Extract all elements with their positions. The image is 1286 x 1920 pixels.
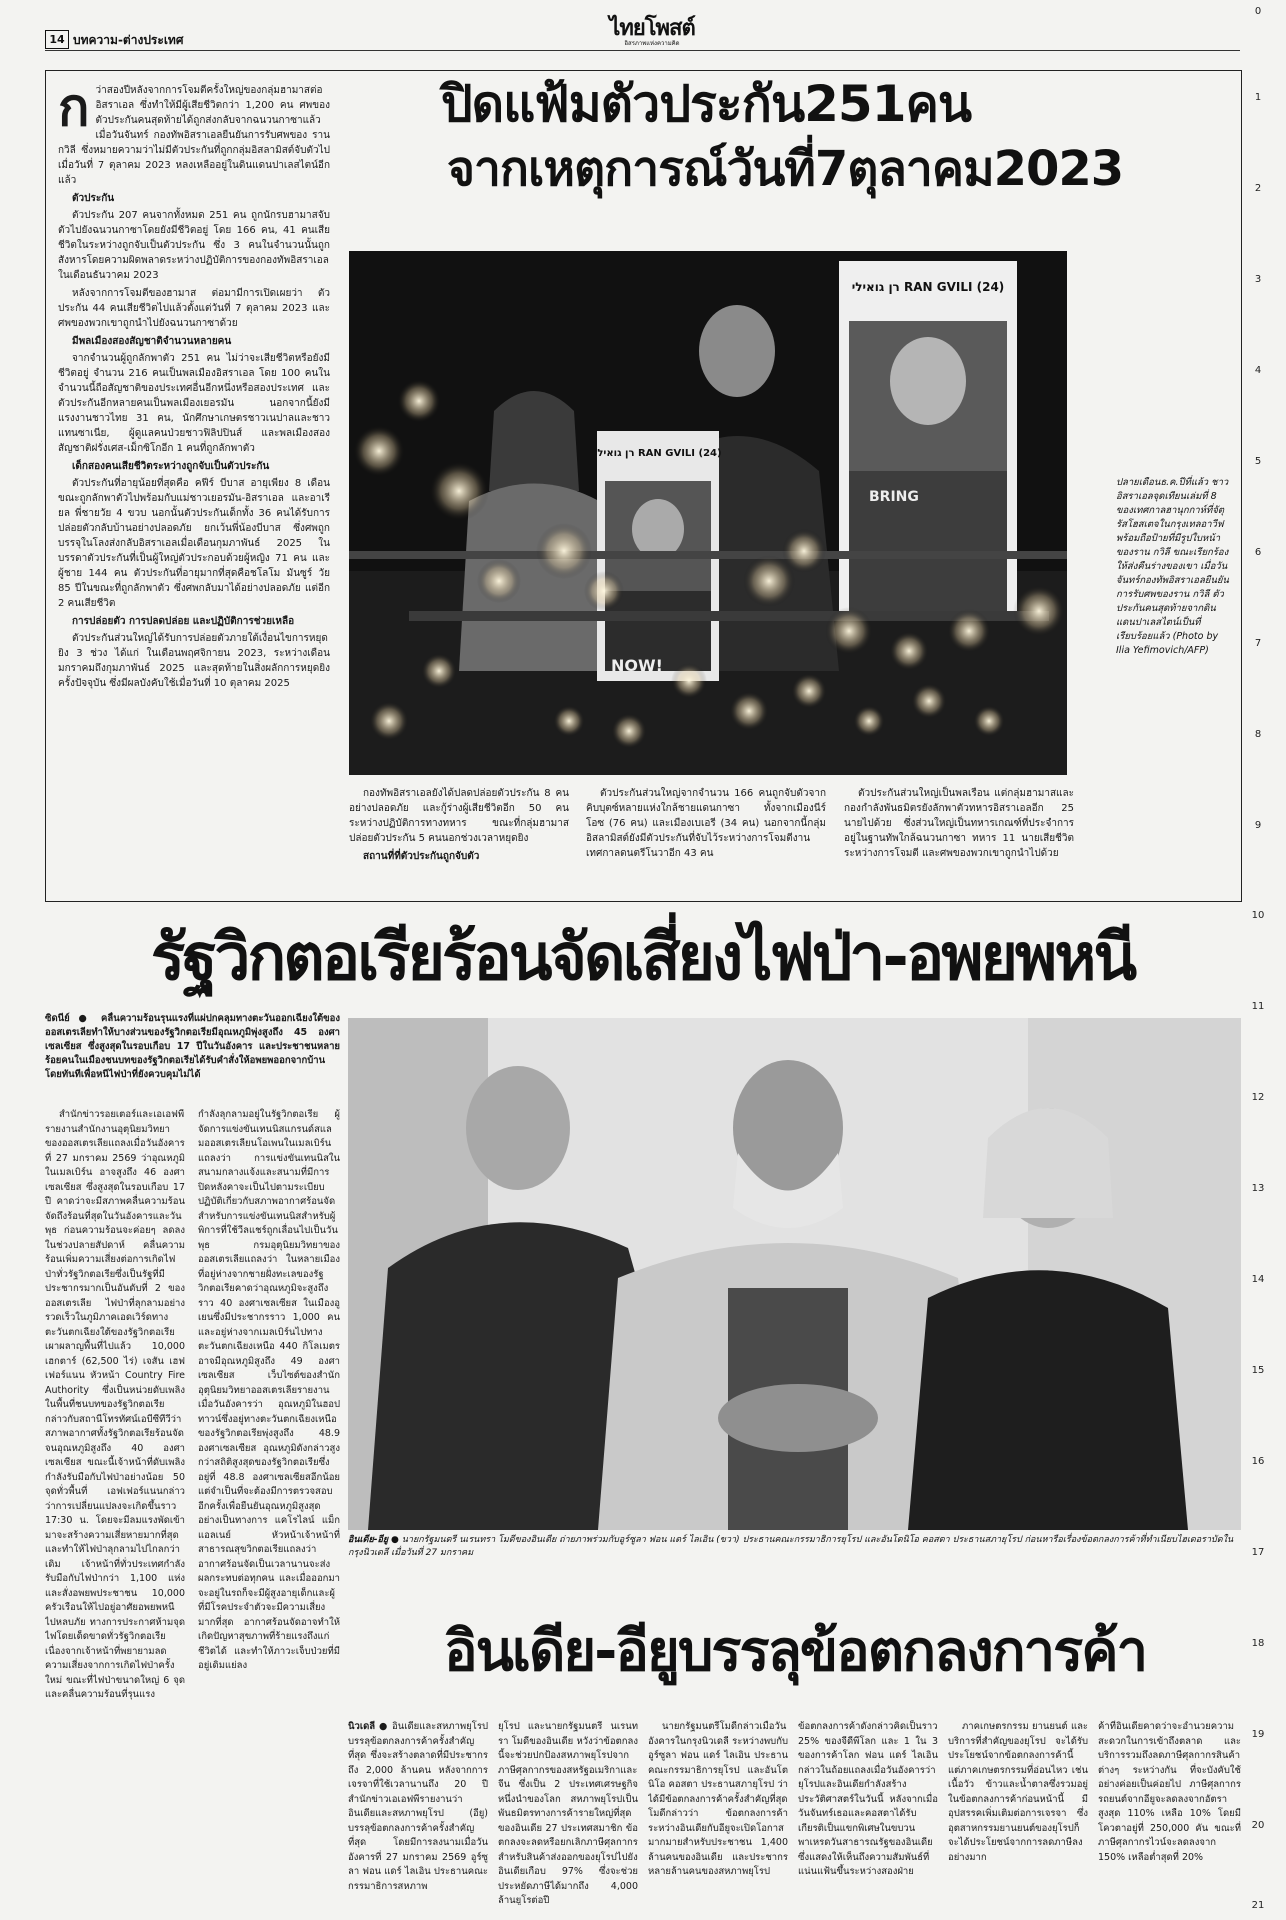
page-number: 14	[45, 30, 69, 49]
page-header	[45, 16, 1240, 52]
subhead: สถานที่ที่ตัวประกันถูกจับตัว	[363, 851, 480, 862]
section-title: บทความ-ต่างประเทศ	[73, 33, 184, 47]
paragraph: จากจำนวนผู้ถูกลักพาตัว 251 คน ไม่ว่าจะเสียชีวิตหรือยังมีชีวิตอยู่ จำนวน 216 คนเป็นพลเมืองอิสราเอล โดย 100 คนในจำนวนนี้ถือสัญชาติของประเทศอื่นอีกหนึ่งหรือสองประเทศ และตัวประกันอีกหลายคนเป็นพลเมืองเยอรมัน นอกจากนี้ยังมีแรงงานชาวไทย 31 คน, นักศึกษาเกษตรชาวเนปาลและชาวแทนซาเนีย, ผู้ดูแลคนป่วยชาวฟิลิปปินส์ และพลเมืองสองสัญชาติฝรั่งเศส-เม็กซิโกอีก 1 คนที่ถูกลักพาตัว	[58, 353, 330, 454]
india-eu-leaders-photo	[348, 1018, 1241, 1530]
story3-col2	[498, 1720, 638, 1905]
paragraph: ตัวประกัน 207 คนจากทั้งหมด 251 คน ถูกนักรบฮามาสจับตัวไปยังฉนวนกาซาโดยยังมีชีวิตอยู่ โดย 166 คน, 41 คนเสียชีวิตในระหว่างถูกจับเป็นตัวประกัน ซึ่ง 3 คนในจำนวนนั้นถูกสังหารโดยความผิดพลาดระหว่างปฏิบัติการของกองทัพอิสราเอลในเดือนธันวาคม 2023	[58, 210, 330, 281]
dropcap: ก	[58, 83, 90, 138]
ruler-number: 4	[1254, 365, 1262, 376]
sign-text: רן גואילי RAN GVILI (24)	[851, 280, 1005, 294]
paragraph: ยุโรป และนายกรัฐมนตรี นเรนทรา โมดีของอินเดีย หวังว่าข้อตกลงนี้จะช่วยปกป้องสหภาพยุโรปจากภาษีศุลกากรของสหรัฐอเมริกาและจีน ซึ่งเป็น 2 ประเทศเศรษฐกิจหนึ่งนำของโลก สหภาพยุโรปเป็นพันธมิตรทางการค้ารายใหญ่ที่สุดของอินเดีย 27 ประเทศสมาชิก ข้อตกลงจะลดหรือยกเลิกภาษีศุลกากรสำหรับสินค้าส่งออกของยุโรปไปยังอินเดียเกือบ 97% ซึ่งจะช่วยประหยัดภาษีได้มากถึง 4,000 ล้านยูโรต่อปี	[498, 1721, 638, 1905]
story1-headline-line1: ปิดแฟ้มตัวประกัน251คน	[440, 75, 972, 133]
masthead-subtitle: อิสรภาพแห่งความคิด	[624, 40, 680, 47]
ruler-number: 2	[1254, 183, 1262, 194]
hostage-vigil-photo	[349, 251, 1067, 775]
india-eu-caption: อินเดีย-อียู ● นายกรัฐมนตรี นเรนทรา โมดีของอินเดีย ถ่ายภาพร่วมกับอูร์ซูลา ฟอน แดร์ ไลเอิน (ขวา) ประธานคณะกรรมาธิการยุโรป และอันโตนิโอ คอสตา ประธานสภายุโรป ก่อนหารือเรื่องข้อตกลงการค้าที่ทำเนียบไฮเดอราบัดในกรุงนิวเดลี เมื่อวันที่ 27 มกราคม	[348, 1535, 1234, 1558]
ruler-number: 13	[1251, 1183, 1265, 1194]
ruler-number: 6	[1254, 547, 1262, 558]
subhead: เด็กสองคนเสียชีวิตระหว่างถูกจับเป็นตัวประกัน	[72, 461, 270, 472]
subhead: มีพลเมืองสองสัญชาติจำนวนหลายคน	[72, 336, 232, 347]
dateline: นิวเดลี	[348, 1721, 376, 1732]
ruler-number: 10	[1251, 910, 1265, 921]
story3-col5	[948, 1720, 1088, 1905]
sign-text: רן גואילי RAN GVILI (24)	[594, 448, 722, 459]
ruler-number: 12	[1251, 1092, 1265, 1103]
caption-text: นายกรัฐมนตรี นเรนทรา โมดีของอินเดีย ถ่ายภาพร่วมกับอูร์ซูลา ฟอน แดร์ ไลเอิน (ขวา) ประธานคณะกรรมาธิการยุโรป และอันโตนิโอ คอสตา ประธานสภายุโรป ก่อนหารือเรื่องข้อตกลงการค้าที่ทำเนียบไฮเดอราบัดในกรุงนิวเดลี เมื่อวันที่ 27 มกราคม	[348, 1535, 1234, 1558]
paragraph: ข้อตกลงการค้าดังกล่าวคิดเป็นราว 25% ของจีดีพีโลก และ 1 ใน 3 ของการค้าโลก ฟอน แดร์ ไลเอิน กล่าวในถ้อยแถลงเมื่อวันอังคารว่า ยุโรปและอินเดียกำลังสร้างประวัติศาสตร์ในวันนี้ หลังจากเมื่อวันจันทร์เธอและคอสตาได้รับเกียรติเป็นแขกพิเศษในขบวนพาเหรดวันสาธารณรัฐของอินเดีย ซึ่งแสดงให้เห็นถึงความสัมพันธ์ที่แน่นแฟ้นขึ้นระหว่างสองฝ่าย	[798, 1721, 938, 1877]
ruler-number: 3	[1254, 274, 1262, 285]
paragraph: ตัวประกันที่อายุน้อยที่สุดคือ คฟีร์ บีบาส อายุเพียง 8 เดือน ขณะถูกลักพาตัวไปพร้อมกับแม่ชาวเยอรมัน-อิสราเอล และอาเรียล พี่ชายวัย 4 ขวบ นอกนั้นตัวประกันเด็กทั้ง 36 คนได้รับการปล่อยตัวกลับบ้านอย่างปลอดภัย ยกเว้นพี่น้องบีบาส ซึ่งศพถูกบรรจุในโลงส่งกลับอิสราเอลเมื่อเดือนกุมภาพันธ์ 2025 ในบรรดาตัวประกันที่เป็นผู้ใหญ่ตัวประกอบด้วยผู้หญิง 71 คน และผู้ชาย 144 คน ตัวประกันที่อายุมากที่สุดคือชโลโม มันซูร์ วัย 85 ปีในขณะที่ถูกลักพาตัว ซึ่งศพกลับมาได้อย่างปลอดภัย แต่อีก 2 คนเสียชีวิต	[58, 478, 330, 609]
subhead: การปล่อยตัว การปลดปล่อย และปฏิบัติการช่วยเหลือ	[72, 616, 295, 627]
paragraph: กองทัพอิสราเอลยังได้ปลดปล่อยตัวประกัน 8 คนอย่างปลอดภัย และกู้ร่างผู้เสียชีวิตอีก 50 คนระหว่างปฏิบัติการทางทหาร ขณะที่กลุ่มฮามาสปล่อยตัวประกัน 5 คนนอกช่วงเวลาหยุดยิง	[349, 788, 569, 844]
ruler-number: 1	[1254, 92, 1262, 103]
ruler-number: 19	[1251, 1729, 1265, 1740]
story-hostages	[45, 70, 1242, 902]
lead-text: คลื่นความร้อนรุนแรงที่แผ่ปกคลุมทางตะวันออกเฉียงใต้ของออสเตรเลียทำให้บางส่วนของรัฐวิกตอเรียมีอุณหภูมิพุ่งสูงถึง 45 องศาเซลเซียส ซึ่งสูงสุดในรอบเกือบ 17 ปีในวันอังคาร และประชาชนหลายร้อยคนในเมืองชนบทของรัฐวิกตอเรียได้รับคำสั่งให้อพยพออกจากบ้านโดยทันทีเพื่อหนีไฟป่าที่ยังควบคุมไม่ได้	[45, 1013, 340, 1080]
story1-left-column	[58, 83, 330, 893]
story2-col2	[198, 1108, 340, 1808]
photo-caption: ปลายเดือนธ.ค.ปีที่แล้ว ชาวอิสราเอลจุดเทียนเล่มที่ 8 ของเทศกาลฮานุกกาห์ที่จัตุรัสโฮสเตจในกรุงเทลอาวีฟ พร้อมถือป้ายที่มีรูปใบหน้าของราน กวิลี ขณะเรียกร้องให้ส่งคืนร่างของเขา เมื่อวันจันทร์กองทัพอิสราเอลยืนยันการรับศพของราน กวิลี ตัวประกันคนสุดท้ายจากดินแดนปาเลสไตน์เป็นที่เรียบร้อยแล้ว (Photo by Ilia Yefimovich/AFP)	[1116, 477, 1229, 656]
ruler-number: 14	[1251, 1274, 1265, 1285]
paragraph: ตัวประกันส่วนใหญ่เป็นพลเรือน แต่กลุ่มฮามาสและกองกำลังพันธมิตรยังลักพาตัวทหารอิสราเอลอีก 25 นายไปด้วย ซึ่งส่วนใหญ่เป็นทหารเกณฑ์ที่ประจำการอยู่ในฐานทัพใกล้ฉนวนกาซา ทหาร 11 นายเสียชีวิตระหว่างการโจมตี และศพของพวกเขาถูกนำไปด้วย	[844, 788, 1074, 859]
header-rule	[45, 50, 1240, 51]
ruler-number: 5	[1254, 456, 1262, 467]
story3-col3	[648, 1720, 788, 1905]
story1-bottom-col3	[844, 786, 1074, 864]
paragraph: ตัวประกันส่วนใหญ่ได้รับการปล่อยตัวภายใต้เงื่อนไขการหยุดยิง 3 ช่วง ได้แก่ ในเดือนพฤศจิกายน 2023, ระหว่างเดือนมกราคมถึงกุมภาพันธ์ 2025 และสุดท้ายในสิ่งผลักการหยุดยิงครั้งปัจจุบัน ซึ่งมีผลบังคับใช้เมื่อวันที่ 10 ตุลาคม 2025	[58, 633, 330, 689]
story2-lead: ซิดนีย์ ● คลื่นความร้อนรุนแรงที่แผ่ปกคลุมทางตะวันออกเฉียงใต้ของออสเตรเลียทำให้บางส่วนของรัฐวิกตอเรียมีอุณหภูมิพุ่งสูงถึง 45 องศาเซลเซียส ซึ่งสูงสุดในรอบเกือบ 17 ปีในวันอังคาร และประชาชนหลายร้อยคนในเมืองชนบทของรัฐวิกตอเรียได้รับคำสั่งให้อพยพออกจากบ้านโดยทันทีเพื่อหนีไฟป่าที่ยังควบคุมไม่ได้	[45, 1013, 340, 1080]
story1-lead: ว่าสองปีหลังจากการโจมตีครั้งใหญ่ของกลุ่มฮามาสต่ออิสราเอล ซึ่งทำให้มีผู้เสียชีวิตกว่า 1,200 คน ศพของตัวประกันคนสุดท้ายได้ถูกส่งกลับจากฉนวนกาซาแล้ว เมื่อวันจันทร์ กองทัพอิสราเอลยืนยันการรับศพของ ราน กวิลี ซึ่งหมายความว่าไม่มีตัวประกันที่ถูกกลุ่มอิสลามิสต์จับตัวไปเมื่อวันที่ 7 ตุลาคม 2023 หลงเหลืออยู่ในดินแดนปาเลสไตน์อีกแล้ว	[58, 85, 330, 186]
story2-col1	[45, 1108, 185, 1808]
story1-bottom-col1	[349, 786, 569, 866]
story1-headline-line2: จากเหตุการณ์วันที่7ตุลาคม2023	[446, 141, 1124, 197]
ruler-number: 0	[1254, 6, 1262, 17]
caption-label: อินเดีย-อียู	[348, 1535, 389, 1545]
paragraph: อินเดียและสหภาพยุโรปบรรลุข้อตกลงการค้าครั้งสำคัญที่สุด ซึ่งจะสร้างตลาดที่มีประชากรถึง 2,000 ล้านคน หลังจากการเจรจาที่ใช้เวลานานถึง 20 ปี สำนักข่าวเอเอฟพีรายงานว่า อินเดียและสหภาพยุโรป (อียู) บรรลุข้อตกลงการค้าครั้งสำคัญที่สุด โดยมีการลงนามเมื่อวันอังคารที่ 27 มกราคม 2569 อูร์ซูลา ฟอน แดร์ ไลเอิน ประธานคณะกรรมาธิการสหภาพ	[348, 1721, 488, 1892]
ruler-number: 21	[1251, 1900, 1265, 1911]
paragraph: ภาคเกษตรกรรม ยานยนต์ และบริการที่สำคัญของยุโรป จะได้รับประโยชน์จากข้อตกลงการค้านี้ แต่ภาคเกษตรกรรมที่อ่อนไหว เช่น เนื้อวัว ข้าวและน้ำตาลซึ่งรวมอยู่ในข้อตกลงการค้าก่อนหน้านี้ มีอุปสรรคเพิ่มเติมต่อการเจรจา ซึ่งอุตสาหกรรมยานยนต์ของยุโรปก็จะได้ประโยชน์จากการลดภาษีลงอย่างมาก	[948, 1721, 1088, 1863]
paragraph: หลังจากการโจมตีของฮามาส ต่อมามีการเปิดเผยว่า ตัวประกัน 44 คนเสียชีวิตไปแล้วตั้งแต่วันที่ 7 ตุลาคม 2023 และศพของพวกเขาถูกนำไปยังฉนวนกาซาด้วย	[58, 288, 330, 329]
ruler-number: 17	[1251, 1547, 1265, 1558]
story3-col6	[1098, 1720, 1241, 1905]
masthead-logo	[602, 18, 702, 50]
paragraph: นายกรัฐมนตรีโมดีกล่าวเมื่อวันอังคารในกรุงนิวเดลี ระหว่างพบกับอูร์ซูลา ฟอน แดร์ ไลเอิน ประธานคณะกรรมาธิการยุโรป และอันโตนิโอ คอสตา ประธานสภายุโรป ว่าได้มีข้อตกลงการค้าครั้งสำคัญที่สุด โมดีกล่าวว่า ข้อตกลงการค้าระหว่างอินเดียกับอียูจะเปิดโอกาสมากมายสำหรับประชาชน 1,400 ล้านคนของอินเดีย และประชากรหลายล้านคนของสหภาพยุโรป	[648, 1721, 788, 1877]
story3-col1: นิวเดลี ● อินเดียและสหภาพยุโรปบรรลุข้อตกลงการค้าครั้งสำคัญที่สุด ซึ่งจะสร้างตลาดที่มีประชากรถึง 2,000 ล้านคน หลังจากการเจรจาที่ใช้เวลานานถึง 20 ปี สำนักข่าวเอเอฟพีรายงานว่า อินเดียและสหภาพยุโรป (อียู) บรรลุข้อตกลงการค้าครั้งสำคัญที่สุด โดยมีการลงนามเมื่อวันอังคารที่ 27 มกราคม 2569 อูร์ซูลา ฟอน แดร์ ไลเอิน ประธานคณะกรรมาธิการสหภาพ	[348, 1721, 488, 1892]
ruler-number: 20	[1251, 1820, 1265, 1831]
paragraph: สำนักข่าวรอยเตอร์และเอเอฟพีรายงานสำนักงานอุตุนิยมวิทยาของออสเตรเลียแถลงเมื่อวันอังคารที่ 27 มกราคม 2569 ว่าอุณหภูมิในเมลเบิร์น อาจสูงถึง 46 องศาเซลเซียส ซึ่งสูงสุดในรอบเกือบ 17 ปี คาดว่าจะมีสภาพคลื่นความร้อนจัดถึงร้อนที่สุดในวันอังคารและวันพุธ ก่อนความร้อนจะค่อยๆ ลดลงในช่วงปลายสัปดาห์ คลื่นความร้อนเพิ่มความเสี่ยงต่อการเกิดไฟป่าทั่วรัฐวิกตอเรียซึ่งเป็นรัฐที่มีประชากรมากเป็นอันดับที่ 2 ของออสเตรเลีย ไฟป่าที่ลุกลามอย่างรวดเร็วในภูมิภาคเอดเวิร์ดทางตะวันตกเฉียงใต้ของรัฐวิกตอเรีย เผาผลาญพื้นที่ไปแล้ว 10,000 เฮกตาร์ (62,500 ไร่) เจสัน เฮฟเฟอร์แนน หัวหน้า Country Fire Authority ซึ่งเป็นหน่วยดับเพลิงในพื้นที่ชนบทของรัฐวิกตอเรียกล่าวกับสถานีโทรทัศน์เอบีซีทีวีว่า สภาพอากาศทั้งรัฐวิกตอเรียร้อนจัดจนอุณหภูมิสูงถึง 40 องศาเซลเซียส ขณะนี้เจ้าหน้าที่ดับเพลิงกำลังรับมือกับไฟป่าอย่างน้อย 50 จุดทั่วพื้นที่ เอฟเฟอร์แนนกล่าวว่าการเปลี่ยนแปลงจะเกิดขึ้นราว 17:30 น. โดยจะมีลมแรงพัดเข้ามาจะสร้างความเสี่ยหายมากที่สุด และทำให้ไฟป่าลุกลามไปไกลกว่าเดิม เจ้าหน้าที่ทั่วประเทศกำลังรับมือกับไฟป่ากว่า 1,100 แห่ง และสั่งอพยพประชาชน 10,000 ครัวเรือนให้ไปอยู่อาศัยอพยพหนีไปหลบภัย ทางการประกาศห้ามจุดไฟโดยเด็ดขาดทั่วรัฐวิกตอเรียเนื่องจากเจ้าหน้าที่พยายามลดความเสี่ยงจากการเกิดไฟป่าครั้งใหม่ ขณะที่ไฟป่าขนาดใหญ่ 6 จุดและคลื่นความร้อนที่รุนแรง	[45, 1109, 185, 1700]
masthead-title: ไทยโพสต์	[609, 16, 695, 41]
ruler-number: 18	[1251, 1638, 1265, 1649]
paragraph: ค้าที่อินเดียคาดว่าจะอำนวยความสะดวกในการเข้าถึงตลาด และบริการรวมถึงลดภาษีศุลกากรสินค้าต่างๆ ระหว่างกัน ที่จะบังคับใช้อย่างค่อยเป็นค่อยไป ภาษีศุลกากรรถยนต์จากอียูจะลดลงจากอัตราสูงสุด 110% เหลือ 10% โดยมีโควตาอยู่ที่ 250,000 คัน ขณะที่ภาษีศุลกากรไวน์จะลดลงจาก 150% เหลือต่ำสุดที่ 20%	[1098, 1721, 1241, 1863]
subhead: ตัวประกัน	[72, 193, 115, 204]
paragraph: ตัวประกันส่วนใหญ่จากจำนวน 166 คนถูกจับตัวจากคิบบุตซ์หลายแห่งใกล้ชายแดนกาซา ทั้งจากเมืองนีร์ โอซ (76 คน) และเมืองเบเอรี (34 คน) นอกจากนี้กลุ่มอิสลามิสต์ยังมีตัวประกันที่จับไว้ระหว่างการโจมตีงานเทศกาลดนตรีโนวาอีก 43 คน	[586, 788, 826, 859]
story2-headline: รัฐวิกตอเรียร้อนจัดเสี่ยงไฟป่า-อพยพหนี	[150, 921, 1135, 995]
ruler-number: 7	[1254, 638, 1262, 649]
ruler-number: 16	[1251, 1456, 1265, 1467]
dateline: ซิดนีย์	[45, 1013, 70, 1024]
ruler-number: 9	[1254, 820, 1262, 831]
ruler-number: 11	[1251, 1001, 1265, 1012]
story3-col4	[798, 1720, 938, 1905]
paragraph: กำลังลุกลามอยู่ในรัฐวิกตอเรีย ผู้จัดการแข่งขันเทนนิสแกรนด์สแลมออสเตรเลียนโอเพนในเมลเบิร์นแถลงว่า การแข่งขันเทนนิสในสนามกลางแจ้งและสนามที่มีการปิดหลังคาจะเป็นไปตามระเบียบปฏิบัติเกี่ยวกับสภาพอากาศร้อนจัด สำหรับการแข่งขันเทนนิสสำหรับผู้พิการที่ใช้วีลแชร์ถูกเลื่อนไปเป็นวันพุธ กรมอุตุนิยมวิทยาของออสเตรเลียแถลงว่า ในหลายเมืองที่อยู่ห่างจากชายฝั่งทะเลของรัฐวิกตอเรียคาดว่าอุณหภูมิจะสูงถึงราว 40 องศาเซลเซียส ในเมืองอูเยนซึ่งมีประชากรราว 1,000 คน และอยู่ห่างจากเมลเบิร์นไปทางตะวันตกเฉียงเหนือ 440 กิโลเมตร อาจมีอุณหภูมิสูงถึง 49 องศาเซลเซียส เว็บไซต์ของสำนักอุตุนิยมวิทยาออสเตรเลียรายงานเมื่อวันอังคารว่า อุณหภูมิในฮอปทาวน์ซึ่งอยู่ทางตะวันตกเฉียงเหนือของรัฐวิกตอเรียพุ่งสูงถึง 48.9 องศาเซลเซียส อุณหภูมิดังกล่าวสูงกว่าสถิติสูงสุดของรัฐวิกตอเรียซึ่งอยู่ที่ 48.8 องศาเซลเซียสอีกน้อย แต่จำเป็นที่จะต้องมีการตรวจสอบอีกครั้งเพื่อยืนยันอุณหภูมิสูงสุดอย่างเป็นทางการ แคโรไลน์ แม็กแอลเนย์ หัวหน้าเจ้าหน้าที่สาธารณสุขวิกตอเรียแถลงว่า อากาศร้อนจัดเป็นเวลานานจะส่งผลกระทบต่อทุกคน และเมื่อออกมาจะอยู่ในรถก็จะมีผู้สูงอายุเด็กและผู้ที่มีโรคประจำตัวจะมีความเสี่ยงมากที่สุด อากาศร้อนจัดอาจทำให้เกิดปัญหาสุขภาพที่ร้ายแรงถึงแก่ชีวิตได้ และทำให้ภาวะเจ็บป่วยที่มีอยู่เดิมแย่ลง	[198, 1109, 340, 1671]
story1-bottom-col2	[586, 786, 826, 864]
story3-headline: อินเดีย-อียูบรรลุข้อตกลงการค้า	[443, 1619, 1147, 1684]
leaders-illustration	[348, 1018, 1241, 1530]
sign-text: BRING	[869, 489, 919, 505]
vigil-illustration	[349, 251, 1067, 775]
ruler-number: 8	[1254, 729, 1262, 740]
sign-text: NOW!	[611, 656, 663, 675]
ruler-number: 15	[1251, 1365, 1265, 1376]
